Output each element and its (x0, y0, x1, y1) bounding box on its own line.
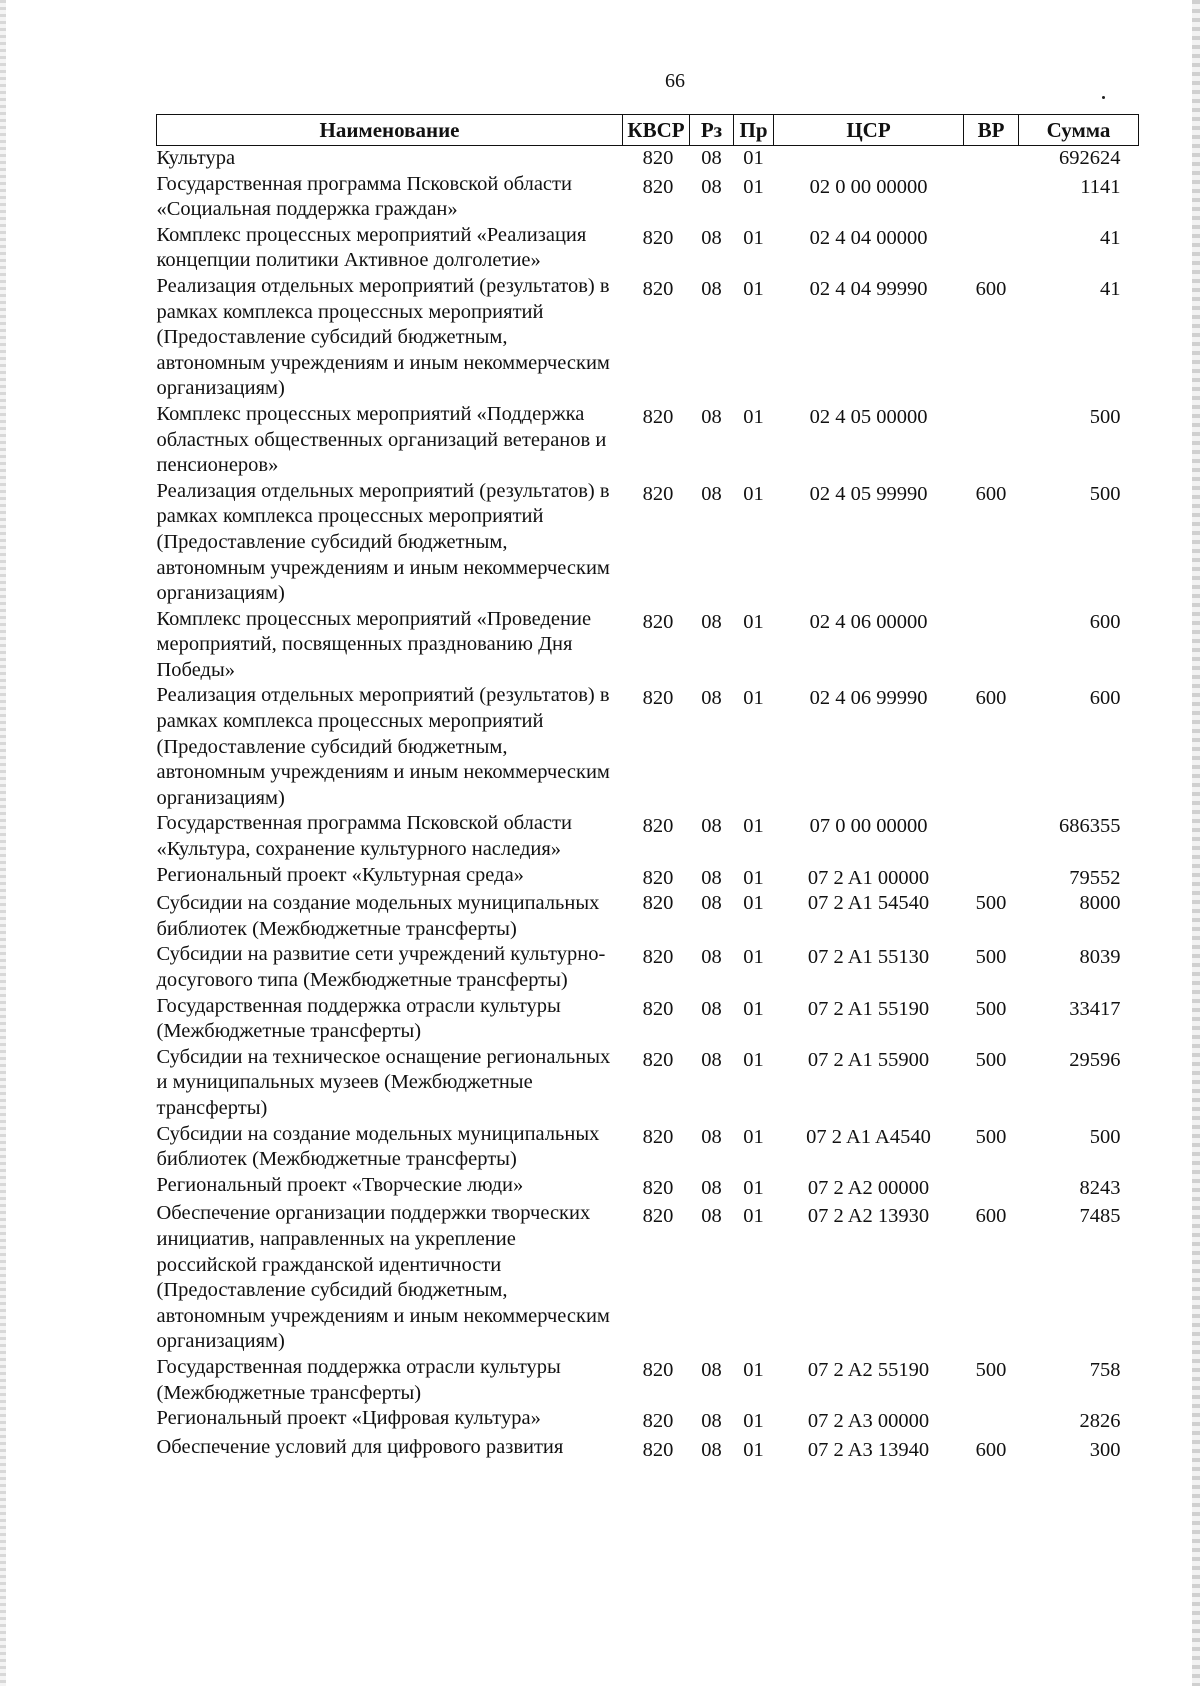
cell-rz: 08 (701, 946, 722, 969)
cell-name: Реализация отдельных мероприятий (результатов) в рамках комплекса процессных мероприятий (Предоставление субсидий бюджетным, автономным учреждениям и иным некоммерческим организациям) (156, 274, 610, 400)
cell-sum: 500 (1089, 482, 1121, 505)
cell-kvsr: 820 (642, 147, 674, 169)
cell-csr: 07 0 00 00000 (809, 815, 928, 838)
cell-pr: 01 (743, 1205, 764, 1228)
cell-vr: 500 (975, 1125, 1007, 1148)
cell-name: Комплекс процессных мероприятий «Проведение мероприятий, посвященных празднованию Дня Победы» (156, 607, 592, 681)
cell-name: Государственная поддержка отрасли культуры (Межбюджетные трансферты) (156, 1355, 561, 1404)
cell-rz: 08 (701, 1048, 722, 1071)
cell-name: Региональный проект «Культурная среда» (156, 863, 524, 886)
cell-sum: 758 (1089, 1358, 1121, 1381)
cell-sum: 686355 (1059, 815, 1121, 838)
header-sum: Сумма (1019, 115, 1139, 146)
cell-rz: 08 (701, 1358, 722, 1381)
cell-sum: 8000 (1079, 892, 1121, 915)
cell-kvsr: 820 (642, 405, 674, 428)
cell-csr: 07 2 A1 55190 (807, 997, 930, 1020)
cell-vr (964, 811, 1019, 862)
cell-kvsr: 820 (642, 1125, 674, 1148)
cell-csr: 07 2 A3 13940 (807, 1438, 930, 1461)
cell-vr: 500 (975, 1358, 1007, 1381)
cell-vr: 600 (975, 1205, 1007, 1228)
cell-kvsr: 820 (642, 482, 674, 505)
cell-csr: 02 4 04 99990 (809, 277, 928, 300)
cell-pr: 01 (743, 1176, 764, 1199)
table-row (157, 146, 1139, 172)
cell-csr: 07 2 A1 54540 (807, 892, 930, 915)
cell-name: Региональный проект «Творческие люди» (156, 1173, 524, 1196)
cell-kvsr: 820 (642, 1048, 674, 1071)
cell-kvsr: 820 (642, 997, 674, 1020)
cell-pr: 01 (743, 1438, 764, 1461)
cell-name: Государственная поддержка отрасли культуры (Межбюджетные трансферты) (156, 994, 561, 1043)
header-vr: ВР (964, 115, 1019, 146)
header-pr: Пр (734, 115, 774, 146)
cell-sum: 41 (1100, 226, 1121, 249)
cell-kvsr: 820 (642, 1410, 674, 1433)
cell-rz: 08 (701, 687, 722, 710)
cell-pr: 01 (743, 1358, 764, 1381)
cell-name: Обеспечение организации поддержки творческих инициатив, направленных на укрепление российской гражданской идентичности (Предоставление субсидий бюджетным, автономным учреждениям и иным некоммерческим организациям) (156, 1202, 610, 1353)
cell-rz: 08 (701, 866, 722, 889)
cell-rz: 08 (701, 147, 722, 169)
cell-sum: 33417 (1069, 997, 1121, 1020)
cell-rz: 08 (701, 892, 722, 915)
cell-rz: 08 (701, 277, 722, 300)
cell-pr: 01 (743, 226, 764, 249)
cell-rz: 08 (701, 226, 722, 249)
cell-pr: 01 (743, 277, 764, 300)
cell-vr: 600 (975, 687, 1007, 710)
cell-pr: 01 (743, 1125, 764, 1148)
cell-rz: 08 (701, 175, 722, 198)
table-body (157, 146, 1139, 1464)
cell-csr: 02 0 00 00000 (809, 175, 928, 198)
cell-kvsr: 820 (642, 1205, 674, 1228)
page-number: 66 (665, 70, 685, 92)
cell-csr: 07 2 A3 00000 (807, 1410, 930, 1433)
cell-vr (964, 1173, 1019, 1202)
cell-kvsr: 820 (642, 175, 674, 198)
scan-edge-right (1192, 0, 1200, 1686)
cell-vr: 600 (975, 1438, 1007, 1461)
table-row (157, 1201, 1139, 1355)
cell-rz: 08 (701, 1205, 722, 1228)
cell-vr: 500 (975, 892, 1007, 915)
cell-vr: 500 (975, 946, 1007, 969)
cell-kvsr: 820 (642, 866, 674, 889)
cell-vr (964, 1406, 1019, 1435)
cell-kvsr: 820 (642, 610, 674, 633)
cell-sum: 41 (1100, 277, 1121, 300)
scan-edge-left (0, 0, 6, 1686)
cell-rz: 08 (701, 1438, 722, 1461)
cell-pr: 01 (743, 866, 764, 889)
cell-pr: 01 (743, 482, 764, 505)
header-kvsr: КВСР (623, 115, 690, 146)
cell-pr: 01 (743, 147, 764, 169)
cell-kvsr: 820 (642, 277, 674, 300)
cell-csr (774, 146, 964, 172)
cell-pr: 01 (743, 175, 764, 198)
header-rz: Рз (690, 115, 734, 146)
cell-name: Реализация отдельных мероприятий (результатов) в рамках комплекса процессных мероприятий (Предоставление субсидий бюджетным, автономным учреждениям и иным некоммерческим организациям) (156, 684, 610, 809)
cell-vr (964, 172, 1019, 223)
table-row (157, 172, 1139, 223)
table-row (157, 1045, 1139, 1122)
budget-table (156, 114, 1139, 1463)
cell-csr: 07 2 A2 13930 (807, 1205, 930, 1228)
table-row (157, 1173, 1139, 1202)
cell-rz: 08 (701, 1176, 722, 1199)
table-row (157, 479, 1139, 607)
cell-sum: 8039 (1079, 946, 1121, 969)
cell-sum: 600 (1089, 610, 1121, 633)
cell-pr: 01 (743, 1048, 764, 1071)
cell-sum: 500 (1089, 405, 1121, 428)
cell-sum: 7485 (1079, 1205, 1121, 1228)
cell-pr: 01 (743, 946, 764, 969)
cell-rz: 08 (701, 610, 722, 633)
cell-name: Культура (156, 147, 236, 169)
cell-rz: 08 (701, 482, 722, 505)
cell-csr: 07 2 A1 55900 (807, 1048, 930, 1071)
cell-vr: 600 (975, 482, 1007, 505)
cell-csr: 07 2 A2 00000 (807, 1176, 930, 1199)
table-row (157, 607, 1139, 684)
cell-sum: 300 (1089, 1438, 1121, 1461)
cell-sum: 600 (1089, 687, 1121, 710)
scan-dot (1102, 96, 1105, 99)
cell-rz: 08 (701, 997, 722, 1020)
table-row (157, 1122, 1139, 1173)
cell-kvsr: 820 (642, 687, 674, 710)
cell-name: Обеспечение условий для цифрового развития (156, 1435, 564, 1458)
cell-sum: 2826 (1079, 1410, 1121, 1433)
table-row (157, 863, 1139, 892)
table-row (157, 1355, 1139, 1406)
header-csr: ЦСР (774, 115, 964, 146)
cell-name: Субсидии на создание модельных муниципальных библиотек (Межбюджетные трансферты) (156, 892, 600, 940)
table-row (157, 811, 1139, 862)
cell-vr (964, 146, 1019, 172)
table-row (157, 942, 1139, 993)
cell-sum: 692624 (1059, 147, 1121, 169)
cell-vr (964, 607, 1019, 684)
table-header (157, 115, 1139, 146)
table-row (157, 1406, 1139, 1435)
cell-vr (964, 402, 1019, 479)
table-row (157, 402, 1139, 479)
cell-sum: 8243 (1079, 1176, 1121, 1199)
cell-csr: 07 2 A2 55190 (807, 1358, 930, 1381)
table-row (157, 891, 1139, 942)
table-row (157, 1435, 1139, 1464)
cell-sum: 29596 (1069, 1048, 1121, 1071)
cell-pr: 01 (743, 405, 764, 428)
table-row (157, 274, 1139, 402)
cell-rz: 08 (701, 815, 722, 838)
cell-name: Комплекс процессных мероприятий «Поддержка областных общественных организаций ветеранов и пенсионеров» (156, 402, 607, 477)
cell-name: Региональный проект «Цифровая культура» (156, 1407, 541, 1430)
cell-name: Субсидии на техническое оснащение региональных и муниципальных музеев (Межбюджетные трансферты) (156, 1045, 611, 1119)
cell-vr: 500 (975, 1048, 1007, 1071)
cell-rz: 08 (701, 405, 722, 428)
cell-csr: 02 4 04 00000 (809, 226, 928, 249)
cell-vr (964, 223, 1019, 274)
cell-csr: 02 4 06 99990 (809, 687, 928, 710)
cell-name: Реализация отдельных мероприятий (результатов) в рамках комплекса процессных мероприятий (Предоставление субсидий бюджетным, автономным учреждениям и иным некоммерческим организациям) (156, 479, 610, 605)
cell-vr: 600 (975, 277, 1007, 300)
cell-name: Комплекс процессных мероприятий «Реализация концепции политики Активное долголетие» (156, 223, 587, 272)
cell-pr: 01 (743, 610, 764, 633)
cell-kvsr: 820 (642, 892, 674, 915)
table-row (157, 223, 1139, 274)
cell-name: Субсидии на создание модельных муниципальных библиотек (Межбюджетные трансферты) (156, 1122, 600, 1171)
cell-rz: 08 (701, 1410, 722, 1433)
cell-sum: 1141 (1080, 175, 1121, 198)
cell-kvsr: 820 (642, 1358, 674, 1381)
cell-csr: 07 2 A1 55130 (807, 946, 930, 969)
cell-pr: 01 (743, 997, 764, 1020)
cell-pr: 01 (743, 1410, 764, 1433)
cell-rz: 08 (701, 1125, 722, 1148)
cell-pr: 01 (743, 687, 764, 710)
cell-csr: 02 4 05 00000 (809, 405, 928, 428)
cell-kvsr: 820 (642, 226, 674, 249)
cell-name: Государственная программа Псковской области «Культура, сохранение культурного наследия» (156, 812, 572, 861)
cell-csr: 07 2 A1 A4540 (806, 1125, 931, 1148)
cell-vr (964, 863, 1019, 892)
cell-pr: 01 (743, 892, 764, 915)
cell-csr: 02 4 05 99990 (809, 482, 928, 505)
header-name: Наименование (157, 115, 623, 146)
cell-name: Государственная программа Псковской области «Социальная поддержка граждан» (156, 172, 572, 221)
cell-name: Субсидии на развитие сети учреждений культурно-досугового типа (Межбюджетные трансферты) (156, 943, 606, 991)
cell-kvsr: 820 (642, 946, 674, 969)
table-row (157, 683, 1139, 811)
cell-vr: 500 (975, 997, 1007, 1020)
cell-csr: 07 2 A1 00000 (807, 866, 930, 889)
cell-sum: 500 (1089, 1125, 1121, 1148)
table-row (157, 994, 1139, 1045)
cell-kvsr: 820 (642, 1438, 674, 1461)
cell-csr: 02 4 06 00000 (809, 610, 928, 633)
cell-pr: 01 (743, 815, 764, 838)
cell-kvsr: 820 (642, 1176, 674, 1199)
cell-sum: 79552 (1069, 866, 1121, 889)
cell-kvsr: 820 (642, 815, 674, 838)
